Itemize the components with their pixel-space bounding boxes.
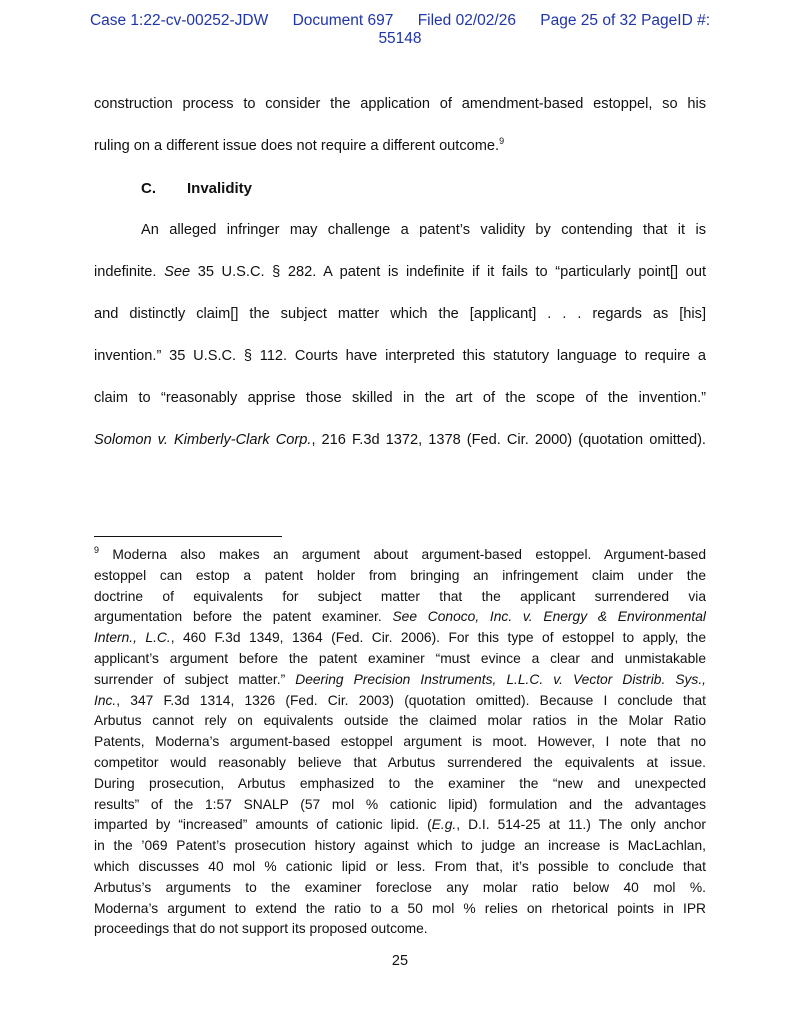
text-line: and distinctly claim[] the subject matter which the [applicant] . . . regards as [his] xyxy=(94,306,706,322)
footnote-line: proceedings that do not support its proposed outcome. xyxy=(94,921,428,937)
text-line xyxy=(94,430,706,472)
section-number: C. xyxy=(141,180,156,197)
ecf-header-line xyxy=(0,12,800,30)
case-citation: Solomon v. Kimberly-Clark Corp. xyxy=(94,432,312,448)
section-title: Invalidity xyxy=(187,180,253,197)
filed-date: Filed 02/02/26 xyxy=(417,12,516,29)
case-number: Case 1:22-cv-00252-JDW xyxy=(89,12,269,29)
text-run: , 347 F.3d 1314, 1326 (Fed. Cir. 2003) (quotation omitted). Because I conclude that xyxy=(116,692,706,708)
footnote-line xyxy=(94,545,706,566)
text-run: imparted by “increased” amounts of cationic lipid. ( xyxy=(94,817,432,833)
footnote-line: competitor would reasonably believe that Arbutus surrendered the equivalents at issue. xyxy=(94,754,706,770)
text-line xyxy=(94,136,706,178)
case-citation: Inc. xyxy=(94,692,117,708)
text-run: argumentation before the patent examiner. xyxy=(94,609,393,625)
document-number: Document 697 xyxy=(292,12,394,29)
paragraph-continuation xyxy=(94,94,706,178)
footnote-9 xyxy=(94,545,706,940)
case-citation: Deering Precision Instruments, L.L.C. v. Vector Distrib. Sys., xyxy=(295,671,706,687)
text-line: invention.” 35 U.S.C. § 112. Courts have interpreted this statutory language to require a xyxy=(94,348,706,364)
page-id: 55148 xyxy=(378,30,422,47)
footnote-line xyxy=(94,691,706,712)
case-citation: Intern., L.C. xyxy=(94,630,171,646)
text-run: surrender of subject matter.” xyxy=(94,671,296,687)
footnote-line: estoppel can estop a patent holder from bringing an infringement claim under the xyxy=(94,567,706,583)
case-citation: See Conoco, Inc. v. Energy & Environmental xyxy=(392,609,706,625)
text-line: An alleged infringer may challenge a patent’s validity by contending that it is xyxy=(141,222,706,238)
text-run: 35 U.S.C. § 282. A patent is indefinite if it fails to “particularly point[] out xyxy=(190,264,706,280)
footnote-line: doctrine of equivalents for subject matter that the applicant surrendered via xyxy=(94,588,706,604)
text-run: indefinite. xyxy=(94,264,165,280)
footnote-line: Moderna’s argument to extend the ratio to a 50 mol % relies on rhetorical points in IPR xyxy=(94,900,706,916)
footnote-line xyxy=(94,670,706,691)
footnote-line: in the ’069 Patent’s prosecution history against which to judge an increase is MacLachlan, xyxy=(94,838,706,854)
text-line-content: ruling on a different issue does not require a different outcome. xyxy=(94,138,500,154)
text-line: construction process to consider the application of amendment-based estoppel, so his xyxy=(94,96,706,112)
footnote-line: which discusses 40 mol % cationic lipid or less. From that, it’s possible to conclude that xyxy=(94,858,706,874)
text-line: claim to “reasonably apprise those skilled in the art of the scope of the invention.” xyxy=(94,390,706,406)
signal-see: See xyxy=(164,264,191,280)
text-run: , 460 F.3d 1349, 1364 (Fed. Cir. 2006). For this type of estoppel to apply, the xyxy=(170,630,706,646)
footnote-line xyxy=(94,628,706,649)
signal-eg: E.g. xyxy=(431,817,457,833)
paragraph-invalidity xyxy=(94,220,706,472)
footnote-ref: 9 xyxy=(499,136,505,146)
footnote-line xyxy=(94,815,706,836)
text-run: Moderna also makes an argument about argument-based estoppel. Argument-based xyxy=(99,547,706,562)
text-run: , D.I. 514-25 at 11.) The only anchor xyxy=(456,817,706,833)
footnote-line: Arbutus’s arguments to the examiner foreclose any molar ratio below 40 mol %. xyxy=(94,879,706,895)
text-line xyxy=(94,262,706,304)
footnote-line: Patents, Moderna’s argument-based estoppel argument is moot. However, I note that no xyxy=(94,734,706,750)
footnote-line xyxy=(94,607,706,628)
footnote-line: applicant’s argument before the patent examiner “must evince a clear and unmistakable xyxy=(94,650,706,666)
text-run: , 216 F.3d 1372, 1378 (Fed. Cir. 2000) (quotation omitted). xyxy=(311,432,706,448)
page-number: 25 xyxy=(391,953,409,969)
footnote-separator xyxy=(94,536,282,537)
footnote-line: results” of the 1:57 SNALP (57 mol % cationic lipid) formulation and the advantages xyxy=(94,796,706,812)
ecf-header xyxy=(0,12,800,48)
page-info: Page 25 of 32 PageID #: xyxy=(540,12,711,29)
footnote-line: Arbutus cannot rely on equivalents outside the claimed molar ratios in the Molar Ratio xyxy=(94,713,706,729)
footnote-line: During prosecution, Arbutus emphasized to the examiner the “new and unexpected xyxy=(94,775,706,791)
footnote-mark: 9 xyxy=(94,545,100,555)
section-heading xyxy=(141,180,252,197)
